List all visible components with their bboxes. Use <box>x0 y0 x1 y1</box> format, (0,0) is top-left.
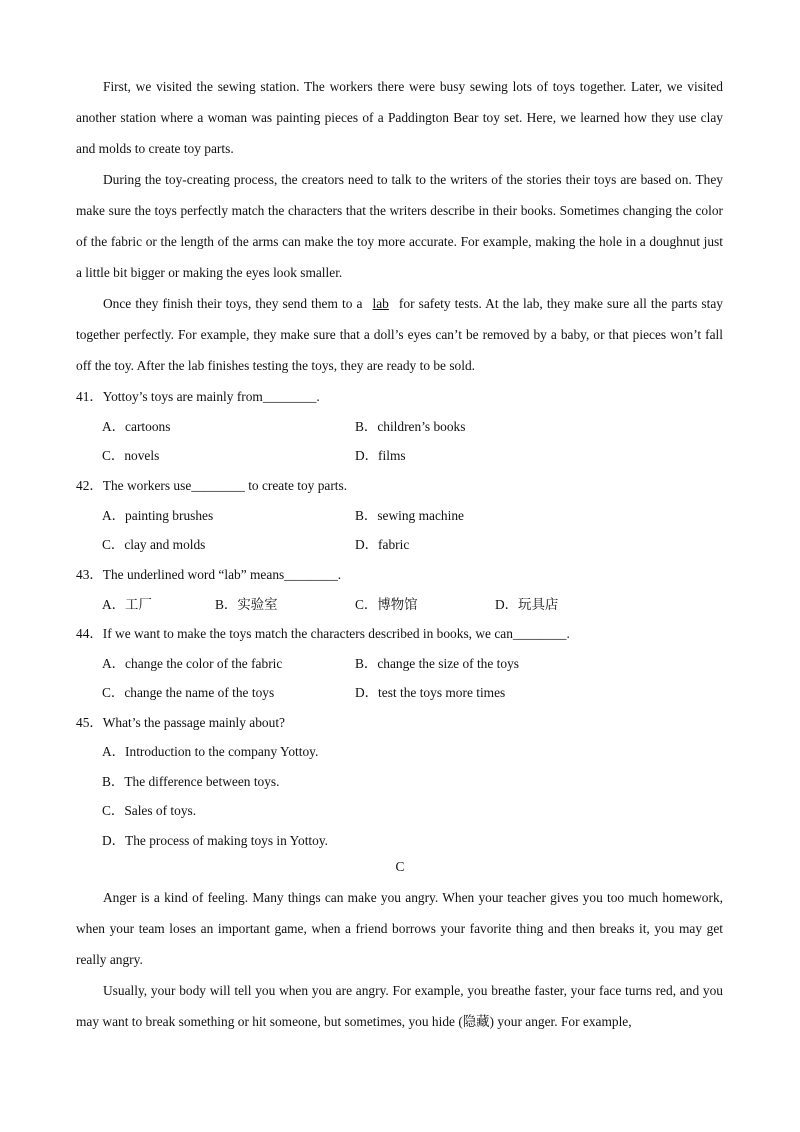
question-41-stem: 41．Yottoy’s toys are mainly from________. <box>76 389 320 404</box>
paragraph-3-rest: for safety tests. At the lab, they make sure all the parts stay together perfectly. For example, they make sure that a doll’s eyes can’t be removed by a baby, or that pieces won’t fall off the toy. After the lab finishes testing the toys, they are ready to be sold. <box>76 296 723 373</box>
question-43-stem: 43．The underlined word “lab” means________. <box>76 567 342 582</box>
question-45-option-c[interactable]: C．Sales of toys. <box>102 803 197 818</box>
passage-paragraph-3 <box>76 288 723 381</box>
underlined-word-lab: lab <box>372 296 389 311</box>
question-45-stem: 45．What’s the passage mainly about? <box>76 715 285 730</box>
question-41-option-b[interactable]: B．children’s books <box>355 419 466 434</box>
question-43-option-a[interactable]: A．工厂 <box>102 597 152 612</box>
passage-paragraph-1: First, we visited the sewing station. The workers there were busy sewing lots of toys together. Later, we visited another station where a woman was painting pieces of a Paddington Bear toy set. Here, we learned how they use clay and molds to create toy parts. <box>76 79 723 156</box>
section-c-heading: C <box>395 859 405 874</box>
question-41-option-d[interactable]: D．films <box>355 448 406 463</box>
question-41-option-a[interactable]: A．cartoons <box>102 419 171 434</box>
question-42-option-a[interactable]: A．painting brushes <box>102 508 214 523</box>
question-42-stem: 42．The workers use________ to create toy parts. <box>76 478 348 493</box>
question-42-option-d[interactable]: D．fabric <box>355 537 410 552</box>
passage-paragraph-2: During the toy-creating process, the creators need to talk to the writers of the stories their toys are based on. They make sure the toys perfectly match the characters that the writers describe in their books. Sometimes changing the color of the fabric or the length of the arms can make the toy more accurate. For example, making the hole in a doughnut just a little bit bigger or making the eyes look smaller. <box>76 172 723 280</box>
question-45-option-d[interactable]: D．The process of making toys in Yottoy. <box>102 833 329 848</box>
question-45-option-a[interactable]: A．Introduction to the company Yottoy. <box>102 744 319 759</box>
question-43-option-c[interactable]: C．博物馆 <box>355 597 418 612</box>
question-44-option-b[interactable]: B．change the size of the toys <box>355 656 519 671</box>
question-44-option-a[interactable]: A．change the color of the fabric <box>102 656 283 671</box>
question-43-option-b[interactable]: B．实验室 <box>215 597 278 612</box>
question-44-option-d[interactable]: D．test the toys more times <box>355 685 506 700</box>
section-c-paragraph-1: Anger is a kind of feeling. Many things can make you angry. When your teacher gives you too much homework, when your team loses an important game, when a friend borrows your favorite thing and then breaks it, you may get really angry. <box>76 890 723 967</box>
question-41-option-c[interactable]: C．novels <box>102 448 160 463</box>
question-44-option-c[interactable]: C．change the name of the toys <box>102 685 275 700</box>
paragraph-3-lead: Once they finish their toys, they send them to a <box>103 296 367 311</box>
question-43-option-d[interactable]: D．玩具店 <box>495 597 559 612</box>
question-42-option-c[interactable]: C．clay and molds <box>102 537 206 552</box>
section-c-paragraph-2: Usually, your body will tell you when you are angry. For example, you breathe faster, your face turns red, and you may want to break something or hit someone, but sometimes, you hide (隐藏) your anger. For example, <box>76 983 723 1029</box>
question-44-stem: 44．If we want to make the toys match the characters described in books, we can________. <box>76 626 570 641</box>
question-42-option-b[interactable]: B．sewing machine <box>355 508 464 523</box>
question-45-option-b[interactable]: B．The difference between toys. <box>102 774 280 789</box>
